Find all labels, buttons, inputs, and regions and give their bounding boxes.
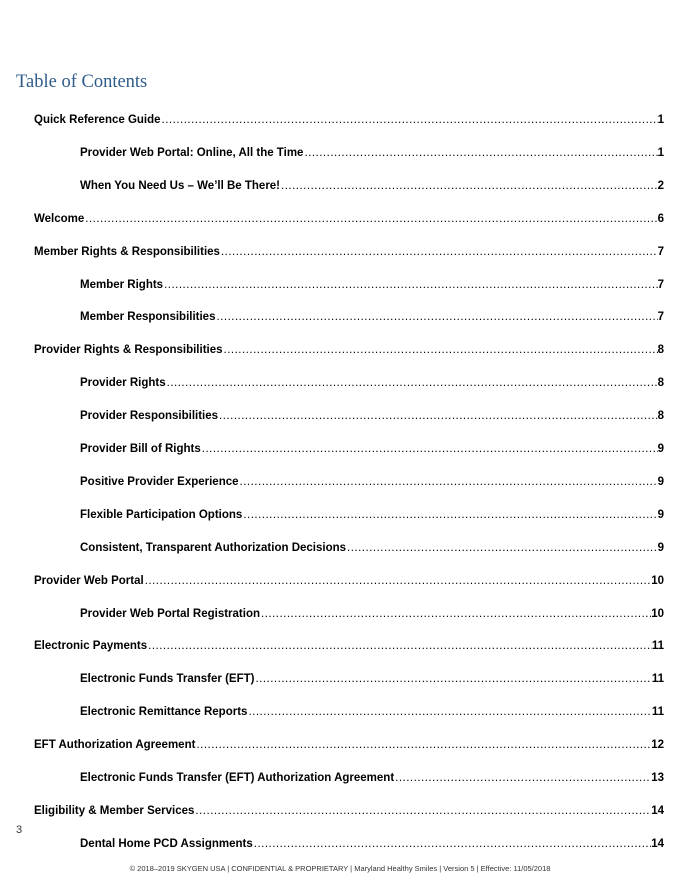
toc-leader (260, 606, 651, 622)
toc-leader (242, 507, 657, 523)
toc-entry-page: 12 (651, 739, 664, 751)
toc-entry-text: Electronic Remittance Reports (80, 706, 248, 718)
toc-entry-text: Provider Web Portal (34, 575, 144, 587)
toc-entry-page: 7 (657, 279, 664, 291)
toc-entry-page: 14 (651, 805, 664, 817)
toc-leader (346, 540, 658, 556)
toc-entry-text: Positive Provider Experience (80, 476, 239, 488)
toc-entry[interactable] (80, 408, 664, 424)
toc-entry-page: 8 (657, 377, 664, 389)
toc-entry-text: Member Rights & Responsibilities (34, 246, 220, 258)
toc-entry-page: 8 (657, 410, 664, 422)
toc-entry-page: 11 (651, 706, 664, 718)
toc-entry[interactable] (80, 145, 664, 161)
toc-entry[interactable] (80, 770, 664, 786)
toc-entry-text: Electronic Funds Transfer (EFT) Authorization Agreement (80, 772, 395, 784)
toc-leader (147, 638, 652, 654)
toc-entry[interactable] (80, 606, 664, 622)
toc-entry[interactable] (34, 342, 664, 358)
toc-leader (253, 836, 651, 852)
toc-entry-page: 7 (657, 311, 664, 323)
toc-leader (215, 309, 657, 325)
toc-entry-text: Provider Responsibilities (80, 410, 219, 422)
toc-entry-text: Consistent, Transparent Authorization Decisions (80, 542, 347, 554)
toc-entry[interactable] (80, 540, 664, 556)
toc-entry-text: Welcome (34, 213, 85, 225)
toc-leader (303, 145, 657, 161)
toc-leader (84, 211, 657, 227)
toc-entry-text: Quick Reference Guide (34, 114, 161, 126)
toc-entry-text: Electronic Funds Transfer (EFT) (80, 673, 255, 685)
toc-entry-text: EFT Authorization Agreement (34, 739, 196, 751)
toc-entry-text: Member Responsibilities (80, 311, 216, 323)
toc-leader (239, 474, 658, 490)
toc-leader (254, 671, 651, 687)
toc-leader (201, 441, 658, 457)
toc-leader (394, 770, 651, 786)
toc-entry[interactable] (80, 309, 664, 325)
toc-leader (218, 408, 658, 424)
toc-entry-page: 9 (657, 476, 664, 488)
toc-leader (223, 342, 658, 358)
toc-entry[interactable] (80, 474, 664, 490)
toc-entry[interactable] (80, 671, 664, 687)
toc-leader (247, 704, 651, 720)
toc-entry[interactable] (34, 244, 664, 260)
toc-entry-page: 11 (651, 673, 664, 685)
toc-leader (163, 277, 658, 293)
toc-entry[interactable] (80, 178, 664, 194)
toc-leader (194, 803, 651, 819)
toc-entry-page: 6 (657, 213, 664, 225)
toc-entry-text: When You Need Us – We’ll Be There! (80, 180, 281, 192)
toc-entry-page: 9 (657, 509, 664, 521)
toc-entry-text: Provider Rights & Responsibilities (34, 344, 223, 356)
toc-entry-text: Eligibility & Member Services (34, 805, 195, 817)
toc-entry-text: Provider Web Portal Registration (80, 608, 260, 620)
toc-entry-page: 10 (651, 575, 664, 587)
toc-entry-text: Provider Web Portal: Online, All the Time (80, 147, 304, 159)
toc-entry-text: Provider Rights (80, 377, 166, 389)
toc-leader (220, 244, 658, 260)
toc-entry-page: 2 (657, 180, 664, 192)
toc-entry-page: 1 (657, 114, 664, 126)
toc-entry-page: 10 (651, 608, 664, 620)
toc-entry-page: 9 (657, 443, 664, 455)
toc-entry[interactable] (80, 704, 664, 720)
footer: © 2018–2019 SKYGEN USA | CONFIDENTIAL & PROPRIETARY | Maryland Healthy Smiles | Version 5 | Effective: 11/05/2018 (129, 864, 551, 873)
toc-entry-text: Dental Home PCD Assignments (80, 838, 253, 850)
toc-entry[interactable] (34, 112, 664, 128)
toc-entry-text: Provider Bill of Rights (80, 443, 201, 455)
toc-entry-page: 14 (651, 838, 664, 850)
toc-entry-text: Flexible Participation Options (80, 509, 243, 521)
toc-entry-page: 11 (651, 640, 664, 652)
toc-title: Table of Contents (16, 72, 148, 92)
toc-leader (166, 375, 658, 391)
toc-entry-text: Member Rights (80, 279, 164, 291)
toc-entry[interactable] (34, 573, 664, 589)
toc-entry-page: 13 (651, 772, 664, 784)
toc-entry[interactable] (80, 507, 664, 523)
toc-leader (280, 178, 658, 194)
toc-entry[interactable] (34, 803, 664, 819)
toc-entry[interactable] (80, 277, 664, 293)
toc-entry-page: 1 (657, 147, 664, 159)
page-number: 3 (16, 824, 23, 836)
toc-leader (195, 737, 651, 753)
toc-entry-page: 8 (657, 344, 664, 356)
toc-leader (144, 573, 651, 589)
toc-entry[interactable] (34, 638, 664, 654)
toc-entry-text: Electronic Payments (34, 640, 148, 652)
toc-entry-page: 9 (657, 542, 664, 554)
toc-entry[interactable] (34, 211, 664, 227)
toc-entry[interactable] (80, 836, 664, 852)
toc-entry[interactable] (34, 737, 664, 753)
toc-entry[interactable] (80, 441, 664, 457)
toc-entry-page: 7 (657, 246, 664, 258)
toc-leader (161, 112, 658, 128)
toc-entry[interactable] (80, 375, 664, 391)
